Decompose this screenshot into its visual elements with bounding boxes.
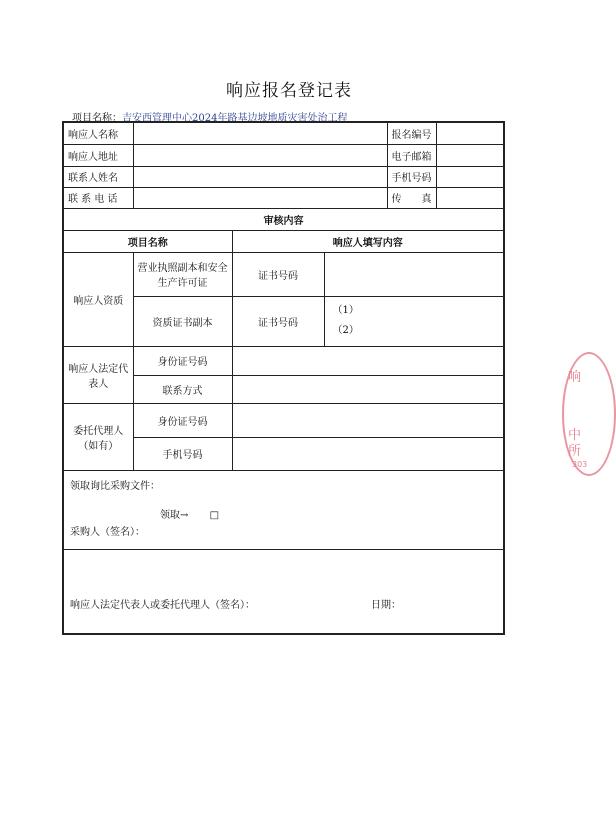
quals-cert-label: 证书号码 bbox=[232, 296, 324, 346]
qualification-label: 响应人资质 bbox=[63, 252, 133, 346]
cert-item-2: （2） bbox=[332, 325, 359, 336]
info-label: 报名编号 bbox=[387, 122, 436, 144]
legal-rep-id-field[interactable] bbox=[232, 346, 504, 375]
col-header-item: 项目名称 bbox=[63, 230, 232, 252]
stamp-char: 中 bbox=[568, 428, 582, 443]
review-header: 审核内容 bbox=[63, 208, 504, 230]
project-name: 吉安西管理中心2024年路基边坡地质灾害处治工程 bbox=[122, 113, 348, 124]
info-label: 手机号码 bbox=[387, 166, 436, 187]
cert-item-1: （1） bbox=[332, 305, 359, 316]
license-label: 营业执照副本和安全生产许可证 bbox=[133, 252, 232, 296]
info-value[interactable] bbox=[133, 144, 387, 166]
agent-label: 委托代理人（如有） bbox=[63, 403, 133, 470]
info-value[interactable] bbox=[436, 144, 504, 166]
stamp-char: 所 bbox=[568, 444, 582, 459]
receive-label: 领取→ bbox=[160, 509, 189, 521]
info-row bbox=[63, 187, 504, 208]
receive-line bbox=[70, 506, 497, 521]
info-label: 联 系 电 话 bbox=[63, 187, 133, 208]
seal-stamp bbox=[562, 352, 616, 476]
legal-rep-contact-label: 联系方式 bbox=[133, 375, 232, 403]
info-value[interactable] bbox=[436, 166, 504, 187]
info-row bbox=[63, 144, 504, 166]
agent-phone-field[interactable] bbox=[232, 437, 504, 470]
info-value[interactable] bbox=[436, 122, 504, 144]
info-row bbox=[63, 122, 504, 144]
info-value[interactable] bbox=[133, 166, 387, 187]
legal-rep-contact-field[interactable] bbox=[232, 375, 504, 403]
agent-id-field[interactable] bbox=[232, 403, 504, 437]
form-title: 响应报名登记表 bbox=[226, 81, 352, 101]
info-value[interactable] bbox=[436, 187, 504, 208]
receipt-heading: 领取询比采购文件： bbox=[70, 480, 160, 492]
signature-section bbox=[63, 549, 504, 634]
stamp-char: 响 bbox=[568, 370, 582, 385]
buyer-signature-label: 采购人（签名）： bbox=[70, 526, 145, 538]
signature-label: 响应人法定代表人或委托代理人（签名）： bbox=[70, 599, 255, 611]
agent-id-label: 身份证号码 bbox=[133, 403, 232, 437]
agent-phone-label: 手机号码 bbox=[133, 437, 232, 470]
legal-rep-id-label: 身份证号码 bbox=[133, 346, 232, 375]
info-value[interactable] bbox=[133, 122, 387, 144]
info-label: 响应人名称 bbox=[63, 122, 133, 144]
license-cert-label: 证书号码 bbox=[232, 252, 324, 296]
date-label: 日期： bbox=[371, 599, 401, 611]
quals-cert-field[interactable] bbox=[324, 296, 504, 346]
legal-rep-label: 响应人法定代表人 bbox=[63, 346, 133, 403]
info-row bbox=[63, 166, 504, 187]
registration-table bbox=[62, 121, 505, 635]
info-label: 响应人地址 bbox=[63, 144, 133, 166]
info-label: 电子邮箱 bbox=[387, 144, 436, 166]
receive-checkbox[interactable]: □ bbox=[209, 509, 220, 521]
quals-label: 资质证书副本 bbox=[133, 296, 232, 346]
info-label: 联系人姓名 bbox=[63, 166, 133, 187]
document-receipt-section bbox=[63, 470, 504, 549]
license-cert-field[interactable] bbox=[324, 252, 504, 296]
info-label: 传 真 bbox=[387, 187, 436, 208]
project-label: 项目名称： bbox=[72, 113, 122, 124]
col-header-content: 响应人填写内容 bbox=[232, 230, 504, 252]
stamp-char: 303 bbox=[572, 460, 588, 469]
info-value[interactable] bbox=[133, 187, 387, 208]
